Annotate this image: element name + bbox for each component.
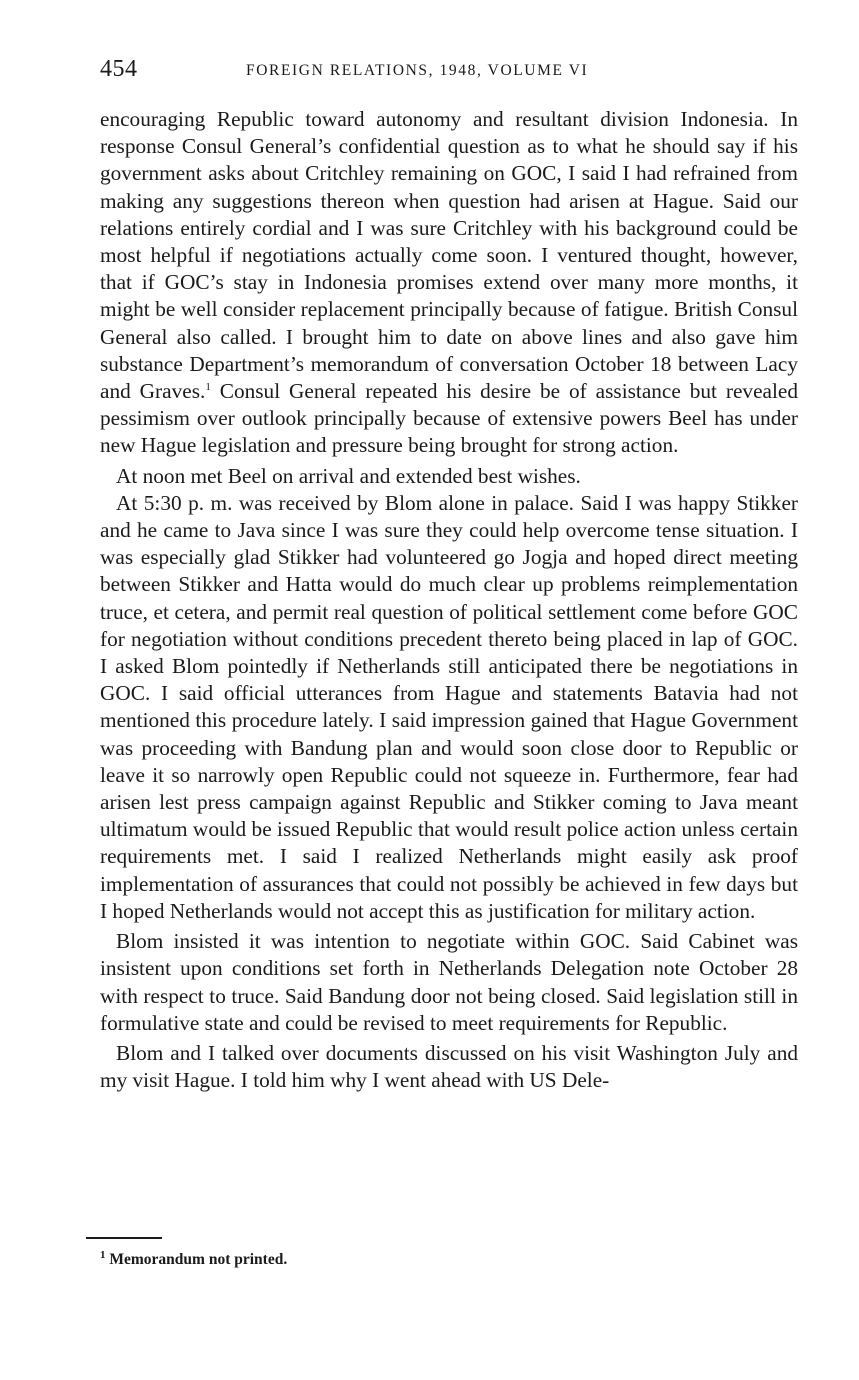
paragraph-1-continuation: Consul General repeated his desire be of assistance but revealed pessimism over outlook principally because of extensive powers Beel has under new Hague legislation and pressure being brought for strong action. [100, 379, 799, 458]
paragraph-4: Blom insisted it was intention to negotiate within GOC. Said Cabinet was insistent upon conditions set forth in Netherlands Delegation note October 28 with respect to truce. Said Bandung door not being closed. Said legislation still in formulative state and could be revised to meet requirements for Republic. [100, 929, 798, 1035]
paragraph-1-text: encouraging Republic toward autonomy and resultant division Indonesia. In response Consul General’s confidential question as to what he should say if his government asks about Critchley remaining on GOC, I said I had refrained from making any suggestions thereon when question had arisen at Hague. Said our relations entirely cordial and I was sure Critchley with his background could be most helpful if negotiations actually come soon. I ventured thought, however, that if GOC’s stay in Indonesia promises extend over many more months, it might be well consider replacement principally because of fatigue. British Consul General also called. I brought him to date on above lines and also gave him substance Department’s memorandum of conversation October 18 between Lacy and Graves. [100, 107, 798, 404]
page-number: 454 [100, 56, 138, 82]
footnote-reference: 1 [205, 380, 211, 393]
paragraph-3: At 5:30 p. m. was received by Blom alone in palace. Said I was happy Stikker and he came to Java since I was sure they could help overcome tense situation. I was especially glad Stikker had volunteered go Jogja and hoped direct meeting between Stikker and Hatta would do much clear up problems reimplementation truce, et cetera, and permit real question of political settlement come before GOC for negotiation without conditions precedent thereto being placed in lap of GOC. I asked Blom pointedly if Netherlands still anticipated there be negotiations in GOC. I said official utterances from Hague and statements Batavia had not mentioned this procedure lately. I said impression gained that Hague Government was proceeding with Bandung plan and would soon close door to Republic or leave it so narrowly open Republic could not squeeze in. Furthermore, fear had arisen lest press campaign against Republic and Stikker coming to Java meant ultimatum would be issued Republic that would result police action unless certain requirements met. I said I realized Netherlands might easily ask proof implementation of assurances that could not possibly be achieved in few days but I hoped Netherlands would not accept this as justification for military action. [100, 490, 798, 923]
paragraph-2: At noon met Beel on arrival and extended best wishes. [116, 463, 581, 488]
footnote-marker: 1 [100, 1248, 106, 1261]
footnote-divider [86, 1237, 162, 1239]
footnote-text: Memorandum not printed. [109, 1251, 288, 1268]
running-head [100, 56, 800, 86]
paragraph-5: Blom and I talked over documents discussed on his visit Washington July and my visit Hague. I told him why I went ahead with US Dele- [100, 1040, 798, 1093]
running-title: FOREIGN RELATIONS, 1948, VOLUME VI [246, 62, 589, 79]
body-text [100, 106, 798, 1094]
paragraph-1 [100, 106, 798, 460]
footnote [100, 1248, 288, 1269]
